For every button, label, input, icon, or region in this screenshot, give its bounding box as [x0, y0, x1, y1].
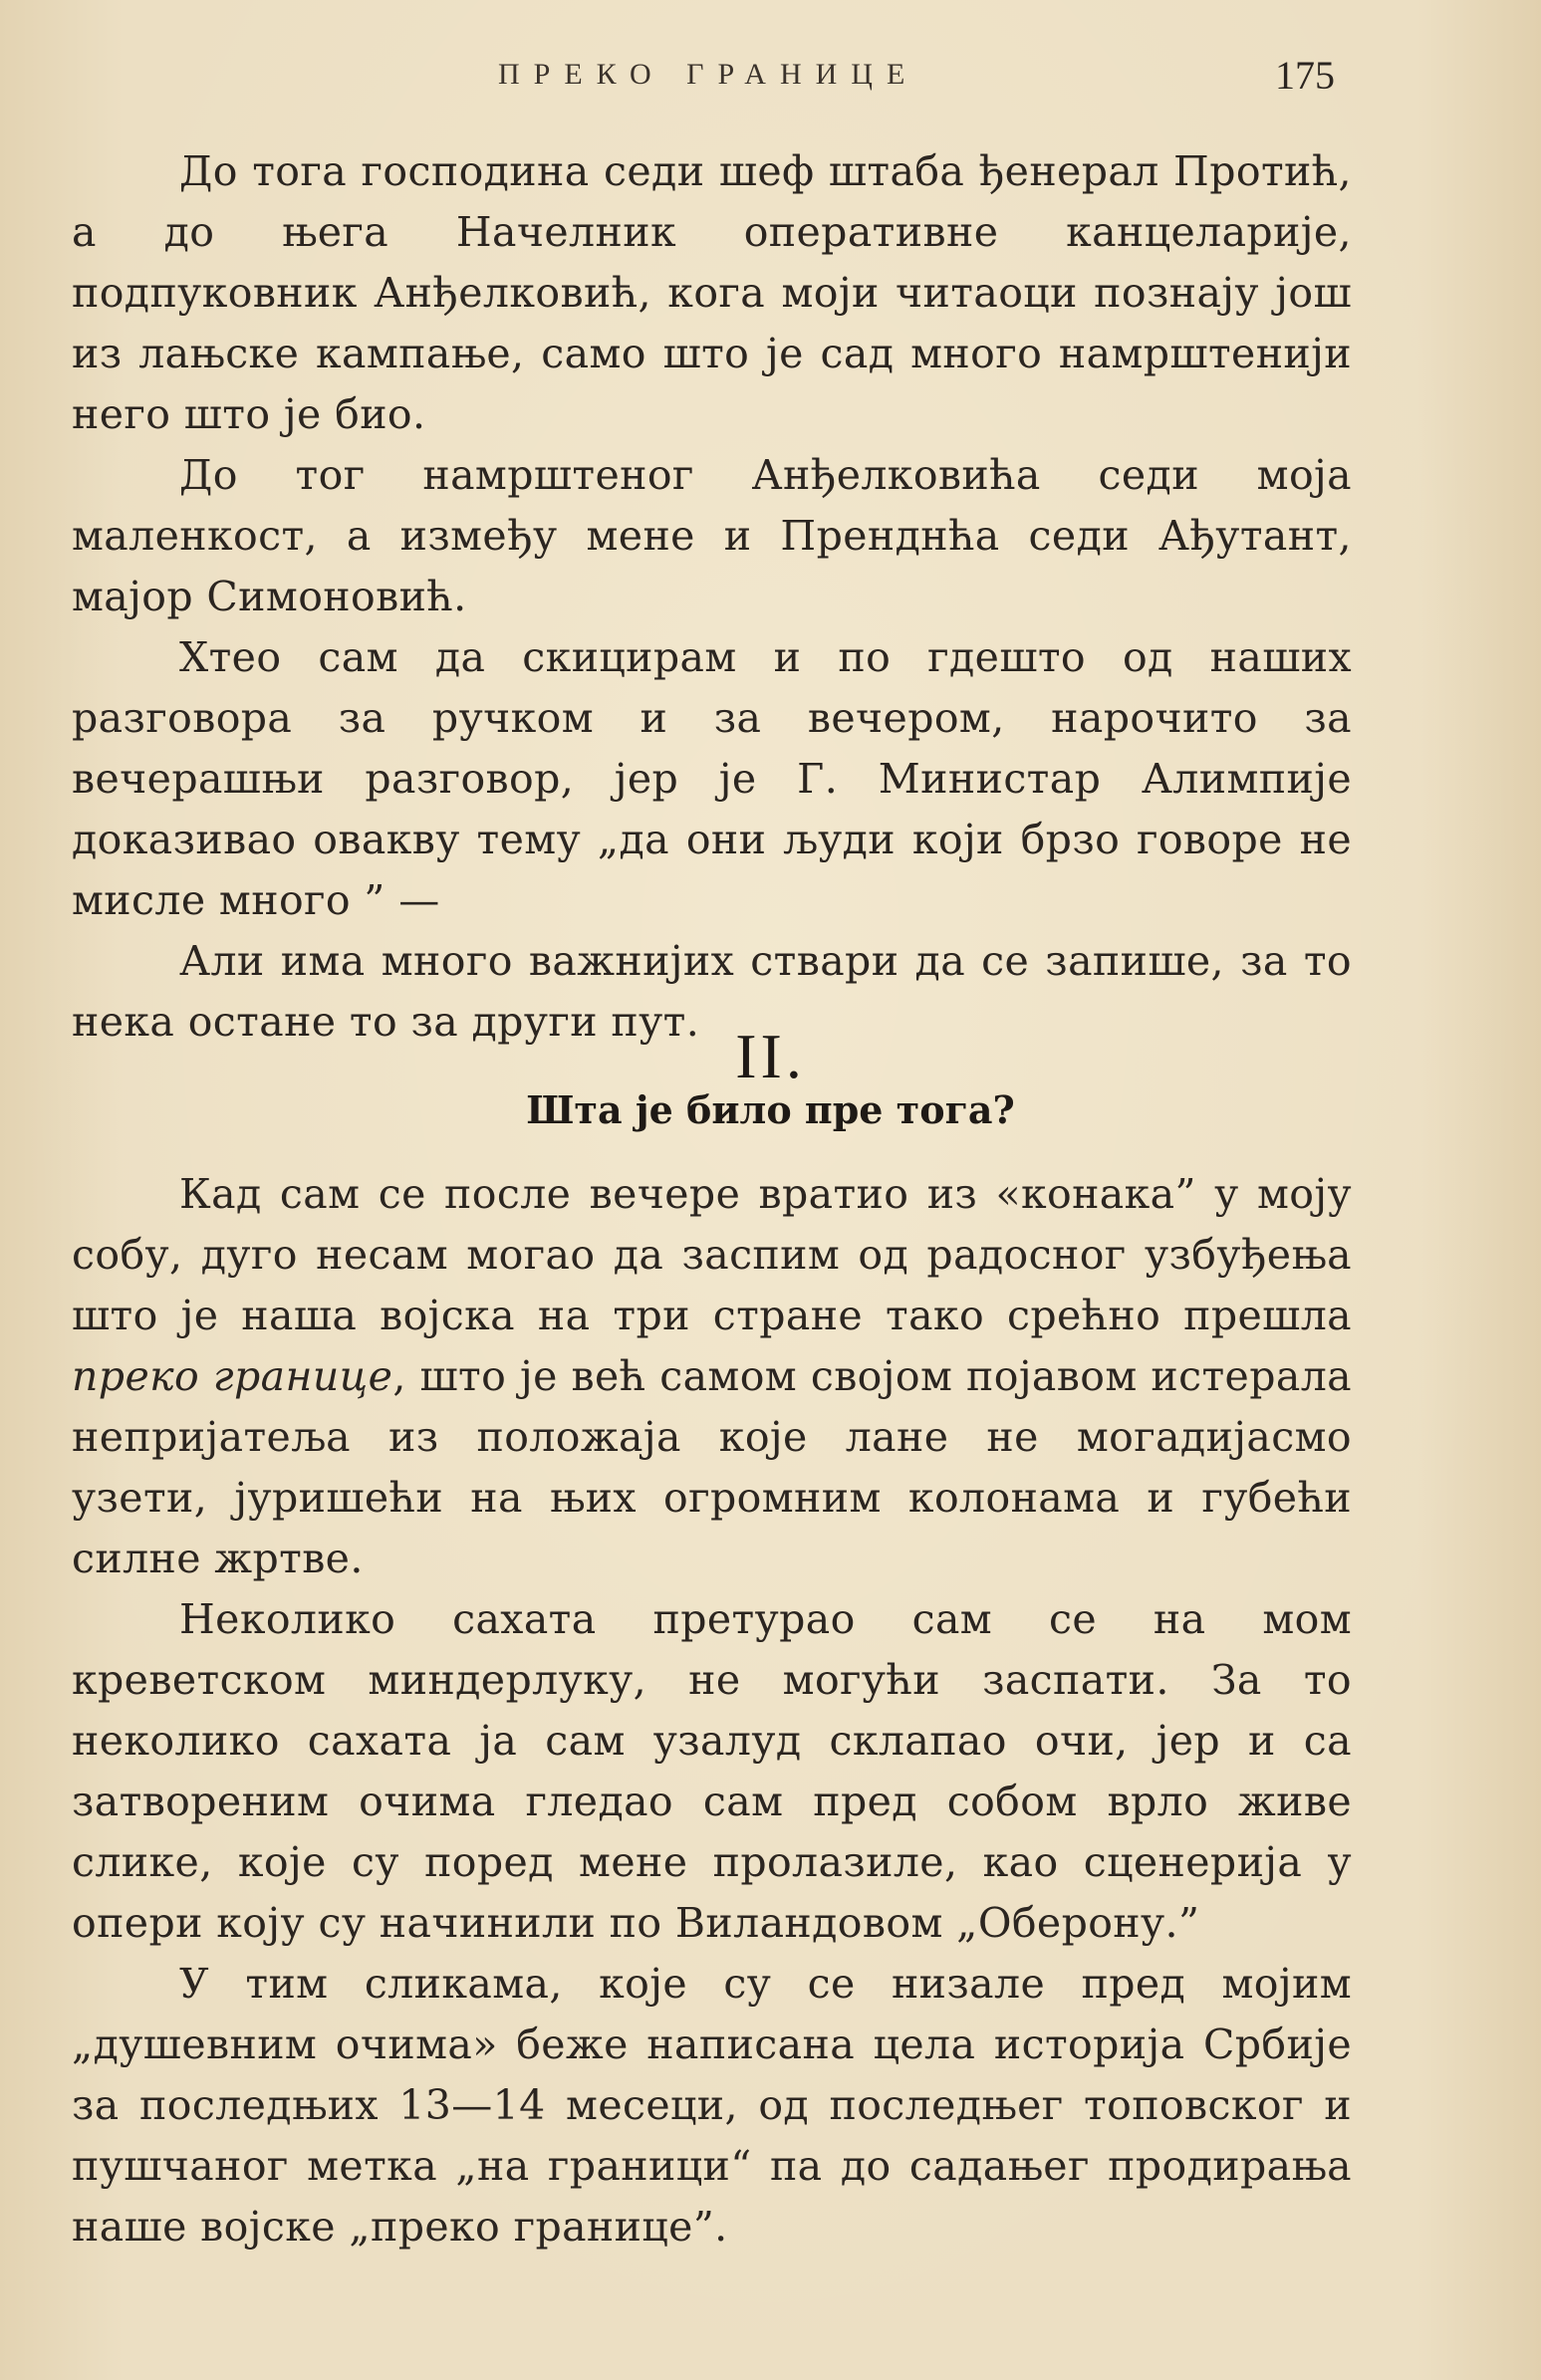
italic-phrase: преко границе	[72, 1352, 393, 1400]
chapter-number: II.	[735, 1021, 806, 1091]
page-number: 175	[1275, 53, 1335, 98]
paragraph: Неколико сахата претурао сам се на мом креветском миндерлуку, не могући заспати. За то неколико сахата ја сам узалуд склапао очи, јер и са затвореним очима гледао сам пред собом врло живе слике, које су поред мене пролазиле, као сценерија у опери коју су начинили по Виландовом „Оберону.”	[72, 1595, 1352, 1947]
section-2-text	[72, 1164, 1352, 2258]
running-title: ПРЕКО ГРАНИЦЕ	[498, 58, 919, 91]
paragraph: До тог намрштеног Анђелковића седи моја маленкост, а између мене и Пренднћа седи Ађутант, мајор Симоновић.	[72, 451, 1352, 620]
paragraph-text: Кад сам се после вечере вратио из «конака” у моју собу, дуго несам могао да заспим од радосног узбуђења што је наша војска на три стране тако срећно прешла	[72, 1170, 1352, 1339]
paragraph: До тога господина седи шеф штаба ђенерал Протић, а до њега Начелник оперативне канцеларије, подпуковник Анђелковић, кога моји читаоци познају још из лањске кампање, само што је сад много намрштенији него што је био.	[72, 147, 1352, 438]
page-header	[0, 52, 1541, 102]
paragraph: Хтео сам да скицирам и по гдешто од наших разговора за ручком и за вечером, нарочито за вечерашњи разговор, јер је Г. Министар Алимпије доказивао овакву тему „да они људи који брзо говоре не мисле много ” —	[72, 633, 1352, 924]
section-1-text	[72, 141, 1352, 1053]
paragraph: Али има много важнијих ствари да се запише, за то нека остане то за други пут.	[72, 937, 1352, 1046]
chapter-title: Шта је било пре тога?	[526, 1087, 1015, 1132]
paragraph-text: , што је већ самом својом појавом истерала непријатеља из положаја које лане не могадијасмо узети, јуришећи на њих огромним колонама и губећи силне жртве.	[72, 1352, 1352, 1582]
paragraph	[72, 1164, 1352, 1589]
paragraph: У тим сликама, које су се низале пред мојим „душевним очима» беже написана цела историја Србије за последњих 13—14 месеци, од последњег топовског и пушчаног метка „на граници“ па до садањег продирања наше војске „преко границе”.	[72, 1960, 1352, 2251]
